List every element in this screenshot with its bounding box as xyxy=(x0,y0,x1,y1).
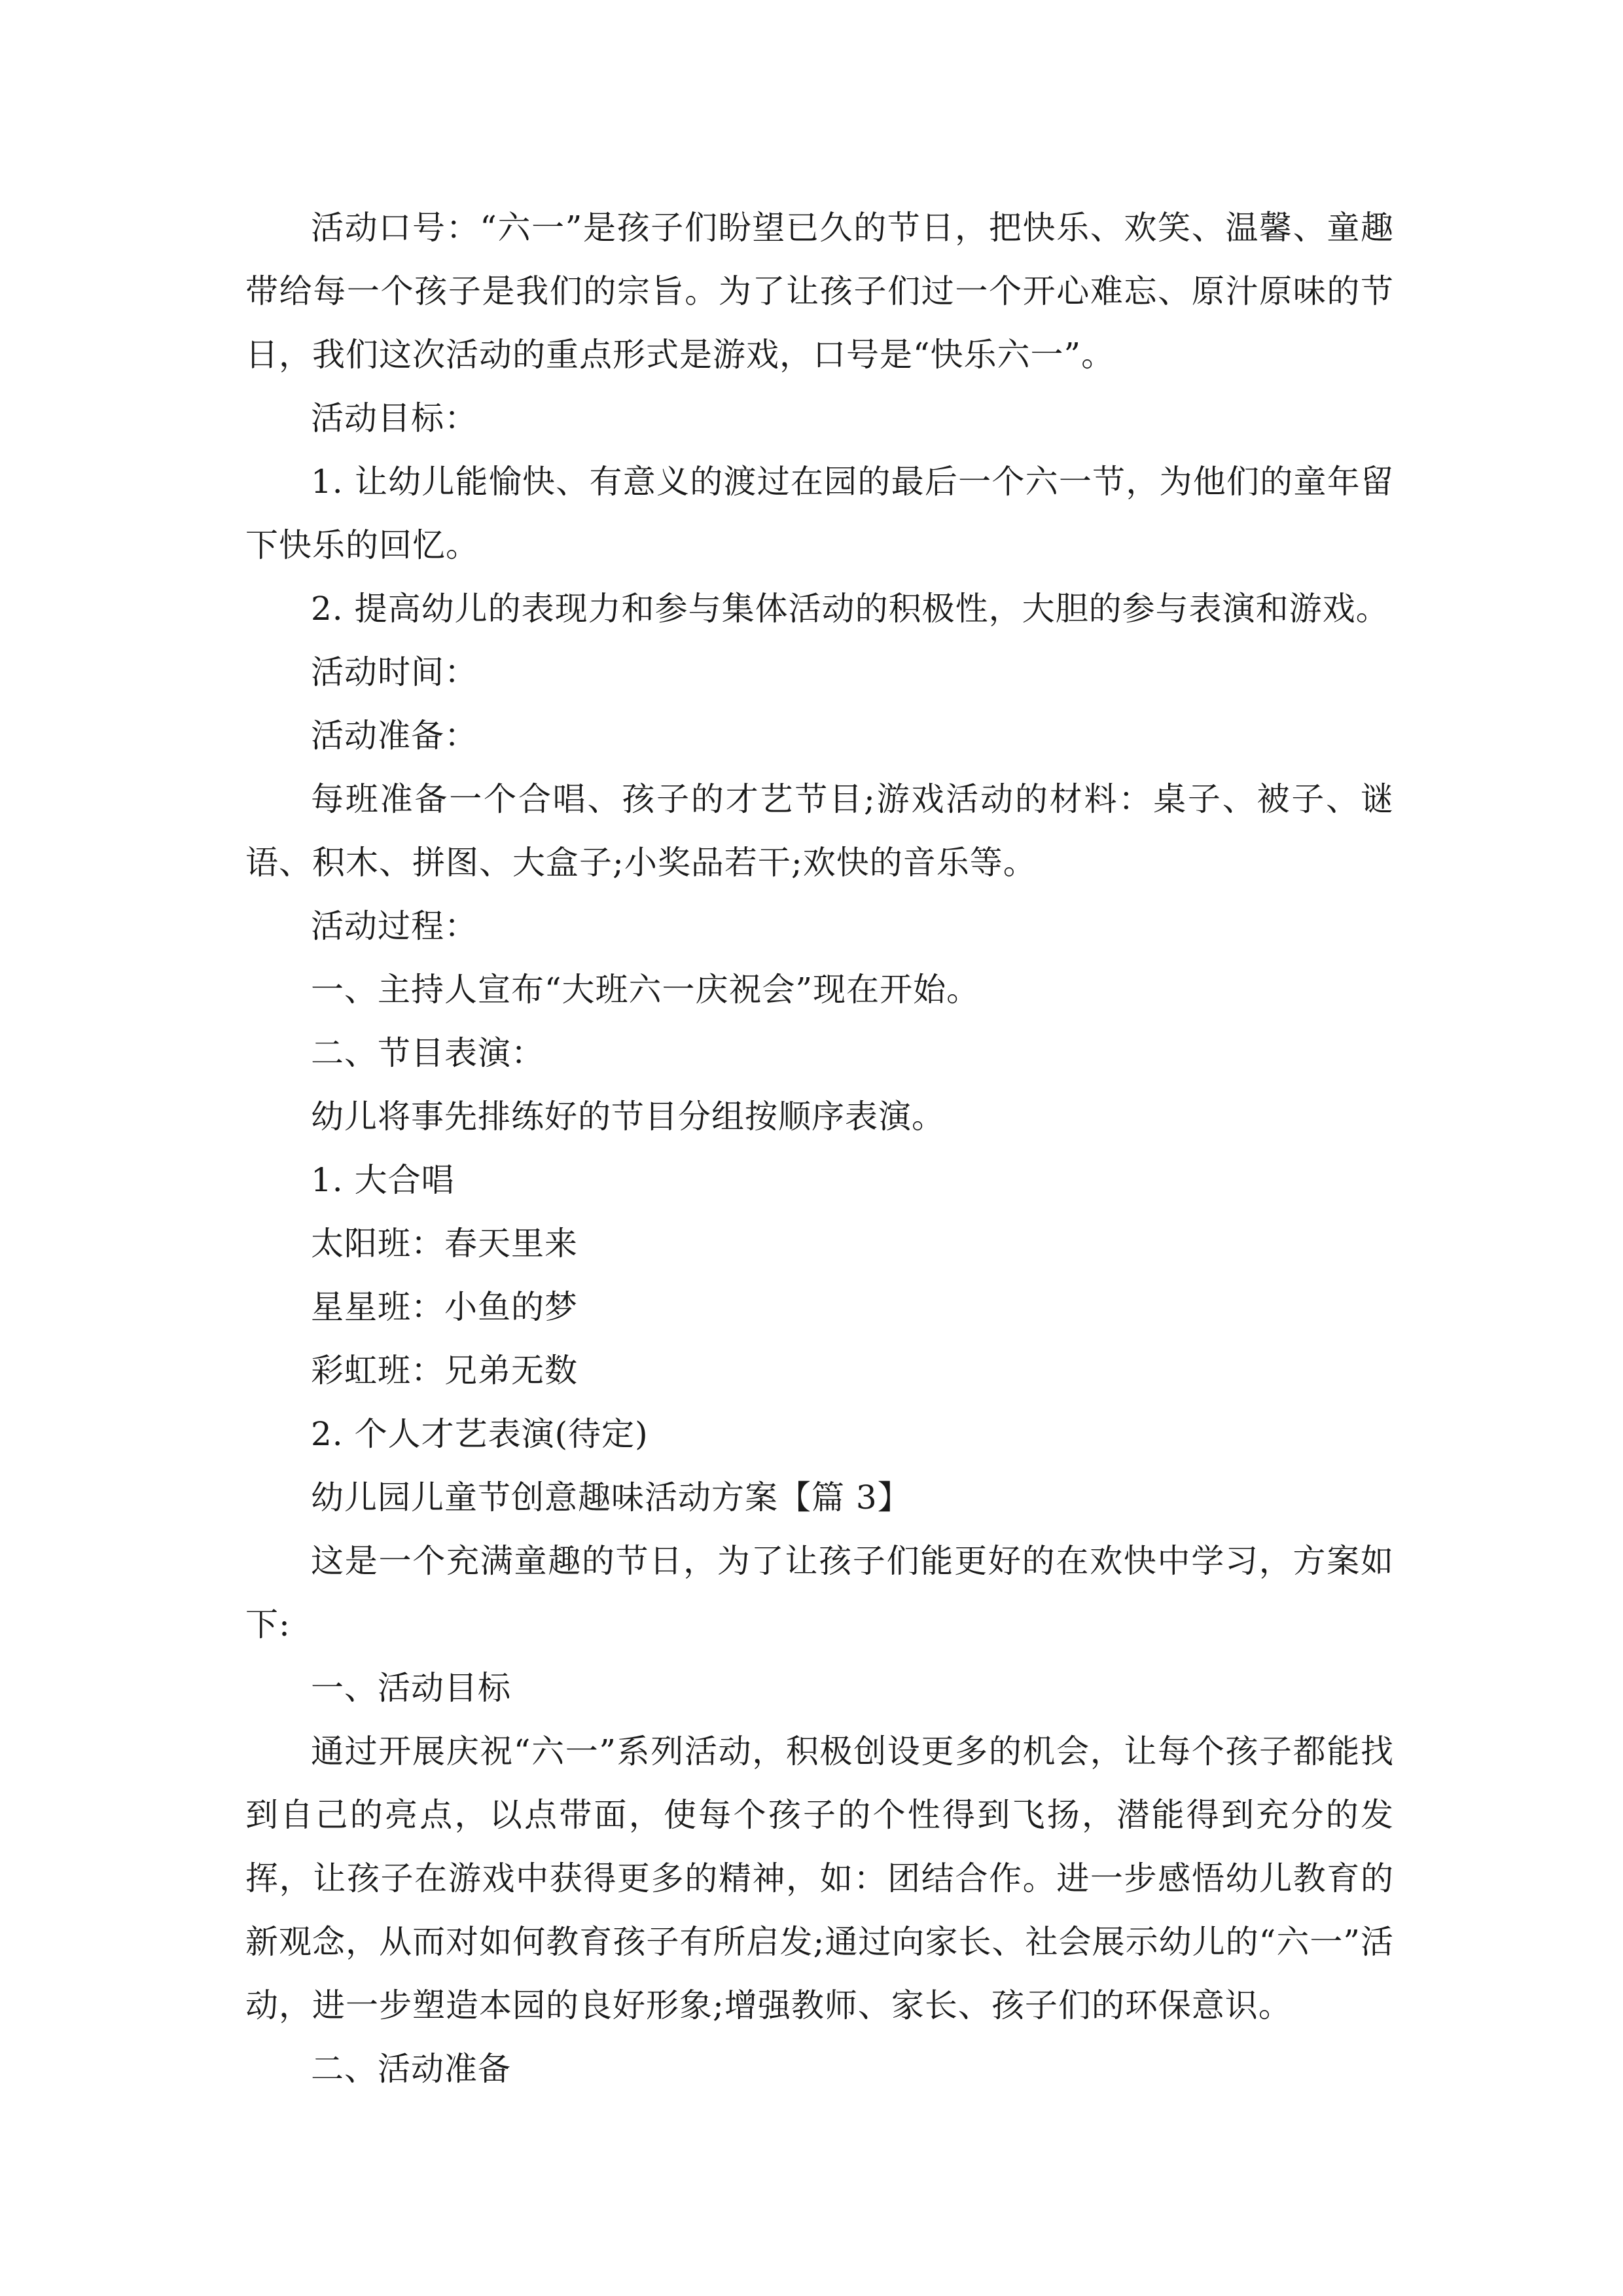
paragraph-performance: 幼儿将事先排练好的节目分组按顺序表演。 xyxy=(311,1098,945,1136)
heading-activity-process: 活动过程： xyxy=(311,907,478,945)
paragraph-preparation: 每班准备一个合唱、孩子的才艺节目;游戏活动的材料：桌子、被子、谜语、积木、拼图、大盒子;小奖品若干;欢快的音乐等。 xyxy=(245,780,1394,882)
paragraph-intro: 这是一个充满童趣的节日，为了让孩子们能更好的在欢快中学习，方案如下: xyxy=(245,1542,1394,1643)
heading-activity-preparation: 活动准备： xyxy=(311,717,478,755)
paragraph-goal-1: 1. 让幼儿能愉快、有意义的渡过在园的最后一个六一节，为他们的童年留下快乐的回忆。 xyxy=(245,463,1394,564)
heading-activity-goals: 活动目标： xyxy=(311,399,478,437)
list-item-star-class: 星星班：小鱼的梦 xyxy=(311,1288,578,1326)
section-title-part-3: 幼儿园儿童节创意趣味活动方案【篇 3】 xyxy=(311,1479,911,1516)
heading-activity-time: 活动时间： xyxy=(311,653,478,691)
list-item-chorus: 1. 大合唱 xyxy=(311,1161,455,1199)
list-item-rainbow-class: 彩虹班：兄弟无数 xyxy=(311,1352,578,1390)
heading-goal-section: 一、活动目标 xyxy=(311,1669,511,1707)
list-item-sun-class: 太阳班：春天里来 xyxy=(311,1225,578,1263)
paragraph-goal-detail: 通过开展庆祝“六一”系列活动，积极创设更多的机会，让每个孩子都能找到自己的亮点，以点带面，使每个孩子的个性得到飞扬，潜能得到充分的发挥，让孩子在游戏中获得更多的精神，如：团结合作。进一步感悟幼儿教育的新观念，从而对如何教育孩子有所启发;通过向家长、社会展示幼儿的“六一”活动，进一步塑造本园的良好形象;增强教师、家长、孩子们的环保意识。 xyxy=(245,1732,1394,2024)
paragraph-slogan: 活动口号：“六一”是孩子们盼望已久的节日，把快乐、欢笑、温馨、童趣带给每一个孩子是我们的宗旨。为了让孩子们过一个开心难忘、原汁原味的节日，我们这次活动的重点形式是游戏，口号是“快乐六一”。 xyxy=(245,209,1394,374)
paragraph-goal-2: 2. 提高幼儿的表现力和参与集体活动的积极性，大胆的参与表演和游戏。 xyxy=(311,590,1389,628)
paragraph-process-1: 一、主持人宣布“大班六一庆祝会”现在开始。 xyxy=(311,971,980,1009)
paragraph-process-2: 二、节目表演： xyxy=(311,1034,544,1072)
list-item-talent-show: 2. 个人才艺表演(待定) xyxy=(311,1415,649,1453)
heading-preparation-section: 二、活动准备 xyxy=(311,2050,511,2088)
document-body xyxy=(245,196,1394,2101)
